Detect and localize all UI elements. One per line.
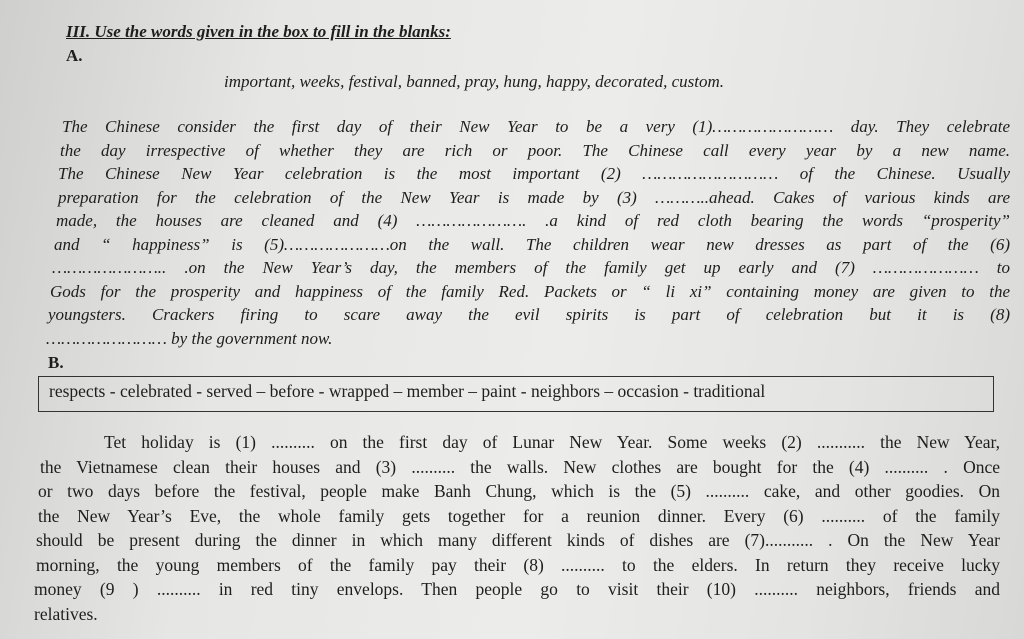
passage-line: relatives. [34,603,98,624]
passage-line: should be present during the dinner in which many different kinds of dishes are (7)........... . On the New Year [36,530,1000,550]
passage-line: preparation for the celebration of the New Year is made by (3) ………..ahead. Cakes of various kinds are [58,187,1010,207]
part-a-label: A. [66,46,83,65]
passage-line: the New Year’s Eve, the whole family gets together for a reunion dinner. Every (6) .......... of the family [38,505,1000,526]
passage-line: money (9 ) .......... in red tiny envelops. Then people go to visit their (10) .......... neighbors, friends and [34,579,1000,599]
part-a-passage [44,115,1010,350]
passage-line: the Vietnamese clean their houses and (3) .......... the walls. New clothes are bought for the (4) .......... . Once [40,456,1000,477]
passage-line: …………………… by the government now. [46,328,333,348]
passage-line: ………………….. .on the New Year’s day, the members of the family get up early and (7) ………………… to [52,258,1010,277]
passage-line: youngsters. Crackers firing to scare away the evil spirits is part of celebration but it is (8) [48,305,1010,324]
passage-line: the day irrespective of whether they are rich or poor. The Chinese call every year by a new name. [60,140,1010,160]
part-b-word-box: respects - celebrated - served – before - wrapped – member – paint - neighbors – occasion - traditional [38,376,994,412]
passage-line: The Chinese consider the first day of their New Year to be a very (1)…………………… day. They celebrate [62,117,1010,136]
passage-line: Gods for the prosperity and happiness of the family Red. Packets or “ li xi” containing money are given to the [50,281,1010,301]
passage-line: or two days before the festival, people make Banh Chung, which is the (5) .......... cake, and other goodies. On [38,481,1000,501]
part-b-passage [34,430,1000,626]
passage-line: morning, the young members of the family pay their (8) .......... to the elders. In return they receive lucky [36,554,1000,575]
exercise-title: III. Use the words given in the box to fill in the blanks: [66,22,451,41]
passage-line: and “ happiness” is (5)…………………on the wall. The children wear new dresses as part of the (6) [54,234,1010,254]
part-b-label: B. [48,353,64,372]
passage-line: made, the houses are cleaned and (4) …………………. .a kind of red cloth bearing the words “prosperity” [56,211,1010,230]
passage-line: The Chinese New Year celebration is the most important (2) ……………………… of the Chinese. Usually [58,164,1010,183]
part-a-word-list: important, weeks, festival, banned, pray, hung, happy, decorated, custom. [224,72,725,91]
passage-line: Tet holiday is (1) .......... on the first day of Lunar New Year. Some weeks (2) ........... the New Year, [104,432,1000,452]
